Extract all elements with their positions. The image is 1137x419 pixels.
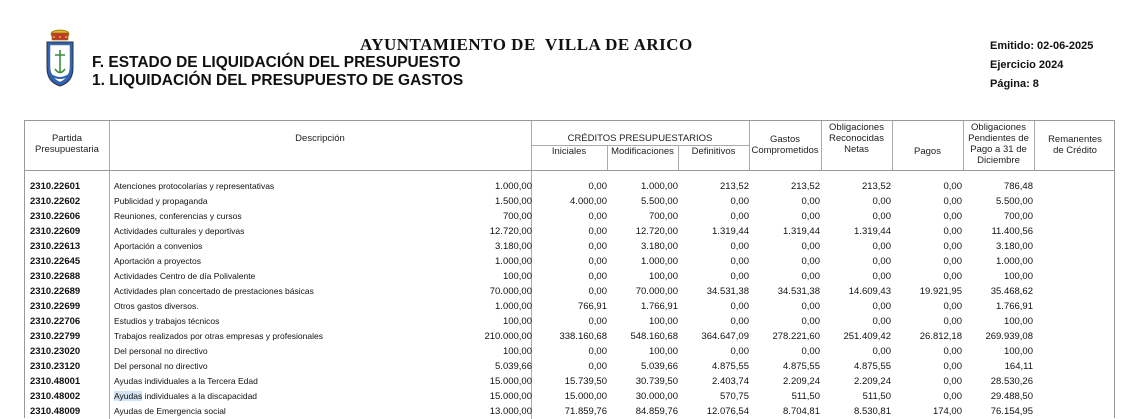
cell-obligaciones-netas: 0,00: [801, 241, 820, 252]
cell-partida: 2310.22689: [30, 286, 81, 297]
table-row: [25, 284, 1116, 299]
cell-partida: 2310.22613: [30, 241, 81, 252]
cell-iniciales: 1.500,00: [495, 196, 532, 207]
cell-pendientes-pago: 0,00: [943, 271, 962, 282]
cell-obligaciones-netas: 0,00: [801, 271, 820, 282]
cell-partida: 2310.22645: [30, 256, 81, 267]
cell-pagos: 2.209,24: [854, 376, 891, 387]
page-number: Página: 8: [990, 78, 1039, 90]
cell-remanentes: 28.530,26: [990, 376, 1033, 387]
report-title: F. ESTADO DE LIQUIDACIÓN DEL PRESUPUESTO: [92, 54, 461, 71]
cell-pagos: 0,00: [872, 301, 891, 312]
cell-descripcion: Del personal no directivo: [114, 346, 208, 356]
cell-gastos-comprometidos: 0,00: [730, 271, 749, 282]
cell-definitivos: 84.859,76: [635, 406, 678, 417]
cell-obligaciones-netas: 0,00: [801, 301, 820, 312]
cell-descripcion: Estudios y trabajos técnicos: [114, 316, 220, 326]
cell-descripcion: Actividades plan concertado de prestaciones básicas: [114, 286, 314, 296]
cell-iniciales: 12.720,00: [489, 226, 532, 237]
header-descripcion: Descripción: [295, 133, 345, 144]
cell-iniciales: 5.039,66: [495, 361, 532, 372]
table-row: [25, 329, 1116, 344]
cell-descripcion: Publicidad y propaganda: [114, 196, 208, 206]
cell-iniciales: 100,00: [502, 271, 532, 282]
cell-partida: 2310.23120: [30, 361, 81, 372]
cell-remanentes: 35.468,62: [990, 286, 1033, 297]
report-header: [0, 0, 1137, 118]
cell-pendientes-pago: 19.921,95: [919, 286, 962, 297]
cell-definitivos: 1.000,00: [641, 256, 678, 267]
cell-partida: 2310.22688: [30, 271, 81, 282]
cell-pagos: 14.609,43: [848, 286, 891, 297]
cell-definitivos: 30.000,00: [635, 391, 678, 402]
cell-modificaciones: 0,00: [588, 256, 607, 267]
cell-definitivos: 1.000,00: [641, 181, 678, 192]
cell-descripcion-text: individuales a la discapacidad: [142, 391, 258, 401]
cell-obligaciones-netas: 278.221,60: [772, 331, 820, 342]
cell-descripcion: Atenciones protocolarias y representativas: [114, 181, 275, 191]
cell-pendientes-pago: 0,00: [943, 226, 962, 237]
table-row: [25, 239, 1116, 254]
cell-partida: 2310.22601: [30, 181, 81, 192]
cell-pagos: 0,00: [872, 241, 891, 252]
cell-modificaciones: 0,00: [588, 271, 607, 282]
cell-iniciales: 1.000,00: [495, 301, 532, 312]
cell-remanentes: 1.766,91: [996, 301, 1033, 312]
cell-pagos: 0,00: [872, 211, 891, 222]
cell-modificaciones: 0,00: [588, 226, 607, 237]
table-row: [25, 404, 1116, 419]
cell-pendientes-pago: 174,00: [932, 406, 962, 417]
table-row: [25, 269, 1116, 284]
header-definitivos: Definitivos: [691, 146, 736, 157]
table-row: [25, 374, 1116, 389]
cell-iniciales: 15.000,00: [489, 391, 532, 402]
cell-descripcion: Actividades Centro de día Polivalente: [114, 271, 256, 281]
cell-pagos: 0,00: [872, 346, 891, 357]
cell-remanentes: 1.000,00: [996, 256, 1033, 267]
cell-gastos-comprometidos: 12.076,54: [706, 406, 749, 417]
cell-pendientes-pago: 26.812,18: [919, 331, 962, 342]
cell-modificaciones: 0,00: [588, 241, 607, 252]
cell-gastos-comprometidos: 0,00: [730, 196, 749, 207]
cell-descripcion: Trabajos realizados por otras empresas y profesionales: [114, 331, 323, 341]
cell-partida: 2310.22609: [30, 226, 81, 237]
cell-gastos-comprometidos: 364.647,09: [701, 331, 749, 342]
cell-descripcion: Ayudas individuales a la Tercera Edad: [114, 376, 258, 386]
cell-pagos: 0,00: [872, 316, 891, 327]
cell-obligaciones-netas: 4.875,55: [783, 361, 820, 372]
cell-modificaciones: 0,00: [588, 316, 607, 327]
cell-obligaciones-netas: 1.319,44: [783, 226, 820, 237]
cell-pendientes-pago: 0,00: [943, 241, 962, 252]
cell-pendientes-pago: 0,00: [943, 361, 962, 372]
report-subtitle: 1. LIQUIDACIÓN DEL PRESUPUESTO DE GASTOS: [92, 72, 464, 89]
cell-remanentes: 100,00: [1003, 271, 1033, 282]
cell-gastos-comprometidos: 0,00: [730, 256, 749, 267]
cell-remanentes: 29.488,50: [990, 391, 1033, 402]
header-iniciales: Iniciales: [551, 146, 587, 157]
cell-gastos-comprometidos: 0,00: [730, 241, 749, 252]
header-divider: [25, 170, 1114, 171]
cell-definitivos: 3.180,00: [641, 241, 678, 252]
selected-text[interactable]: Ayudas: [114, 391, 143, 401]
cell-pendientes-pago: 0,00: [943, 316, 962, 327]
cell-descripcion: Actividades culturales y deportivas: [114, 226, 245, 236]
cell-iniciales: 13.000,00: [489, 406, 532, 417]
cell-obligaciones-netas: 0,00: [801, 196, 820, 207]
cell-pendientes-pago: 0,00: [943, 211, 962, 222]
cell-gastos-comprometidos: 0,00: [730, 316, 749, 327]
table-row: [25, 299, 1116, 314]
cell-remanentes: 76.154,95: [990, 406, 1033, 417]
cell-partida: 2310.22706: [30, 316, 81, 327]
cell-modificaciones: 15.000,00: [564, 391, 607, 402]
table-row: [25, 179, 1116, 194]
cell-partida: 2310.48009: [30, 406, 81, 417]
cell-remanentes: 11.400,56: [991, 226, 1033, 237]
cell-iniciales: 1.000,00: [495, 181, 532, 192]
cell-gastos-comprometidos: 0,00: [730, 211, 749, 222]
header-modificaciones: Modificaciones: [611, 146, 674, 157]
cell-modificaciones: 15.739,50: [564, 376, 607, 387]
cell-obligaciones-netas: 511,50: [791, 391, 820, 402]
cell-pendientes-pago: 0,00: [943, 391, 962, 402]
cell-pendientes-pago: 0,00: [943, 256, 962, 267]
budget-table: [24, 120, 1115, 418]
cell-partida: 2310.22799: [30, 331, 81, 342]
cell-definitivos: 100,00: [648, 346, 678, 357]
cell-iniciales: 210.000,00: [484, 331, 532, 342]
cell-descripcion: Ayudas de Emergencia social: [114, 406, 226, 416]
cell-modificaciones: 0,00: [588, 181, 607, 192]
municipal-crest-icon: [44, 28, 76, 88]
cell-gastos-comprometidos: 570,75: [719, 391, 749, 402]
table-row: [25, 359, 1116, 374]
cell-descripcion: Reuniones, conferencias y cursos: [114, 211, 242, 221]
cell-pagos: 8.530,81: [854, 406, 891, 417]
cell-remanentes: 269.939,08: [985, 331, 1033, 342]
cell-remanentes: 786,48: [1003, 181, 1033, 192]
cell-gastos-comprometidos: 2.403,74: [712, 376, 749, 387]
cell-pendientes-pago: 0,00: [943, 346, 962, 357]
cell-iniciales: 100,00: [502, 316, 532, 327]
cell-modificaciones: 0,00: [588, 346, 607, 357]
cell-remanentes: 3.180,00: [996, 241, 1033, 252]
cell-gastos-comprometidos: 0,00: [730, 346, 749, 357]
header-remanentes: Remanentes de Crédito: [1048, 134, 1102, 156]
cell-obligaciones-netas: 0,00: [801, 211, 820, 222]
cell-partida: 2310.48002: [30, 391, 81, 402]
cell-obligaciones-netas: 0,00: [801, 316, 820, 327]
cell-pagos: 1.319,44: [854, 226, 891, 237]
cell-pagos: 4.875,55: [854, 361, 891, 372]
cell-pagos: 0,00: [872, 196, 891, 207]
cell-pagos: 213,52: [861, 181, 891, 192]
header-pagos: Pagos: [914, 146, 941, 157]
cell-descripcion: Del personal no directivo: [114, 361, 208, 371]
cell-descripcion: Aportación a proyectos: [114, 256, 201, 266]
cell-remanentes: 164,11: [1004, 361, 1033, 372]
cell-pendientes-pago: 0,00: [943, 376, 962, 387]
cell-gastos-comprometidos: 0,00: [730, 301, 749, 312]
cell-definitivos: 5.039,66: [641, 361, 678, 372]
cell-modificaciones: 766,91: [577, 301, 607, 312]
cell-gastos-comprometidos: 213,52: [719, 181, 749, 192]
cell-gastos-comprometidos: 34.531,38: [706, 286, 749, 297]
cell-remanentes: 5.500,00: [996, 196, 1033, 207]
cell-iniciales: 70.000,00: [489, 286, 532, 297]
cell-iniciales: 100,00: [502, 346, 532, 357]
cell-pendientes-pago: 0,00: [943, 181, 962, 192]
cell-obligaciones-netas: 0,00: [801, 256, 820, 267]
cell-remanentes: 100,00: [1003, 316, 1033, 327]
table-row: [25, 314, 1116, 329]
cell-pendientes-pago: 0,00: [943, 196, 962, 207]
cell-partida: 2310.23020: [30, 346, 81, 357]
table-row: [25, 254, 1116, 269]
cell-definitivos: 100,00: [648, 271, 678, 282]
cell-gastos-comprometidos: 4.875,55: [712, 361, 749, 372]
cell-partida: 2310.22699: [30, 301, 81, 312]
cell-partida: 2310.22602: [30, 196, 81, 207]
cell-iniciales: 15.000,00: [489, 376, 532, 387]
cell-remanentes: 100,00: [1003, 346, 1033, 357]
table-row: [25, 344, 1116, 359]
header-partida: Partida Presupuestaria: [35, 133, 99, 155]
cell-iniciales: 1.000,00: [495, 256, 532, 267]
cell-obligaciones-netas: 213,52: [790, 181, 820, 192]
table-row: [25, 389, 1116, 404]
organization-title: AYUNTAMIENTO DE VILLA DE ARICO: [360, 35, 693, 54]
table-row: [25, 194, 1116, 209]
cell-definitivos: 70.000,00: [635, 286, 678, 297]
cell-obligaciones-netas: 8.704,81: [783, 406, 820, 417]
cell-descripcion: Otros gastos diversos.: [114, 301, 199, 311]
cell-remanentes: 700,00: [1003, 211, 1033, 222]
table-row: [25, 209, 1116, 224]
cell-obligaciones-netas: 2.209,24: [783, 376, 820, 387]
cell-descripcion: Aportación a convenios: [114, 241, 203, 251]
cell-modificaciones: 0,00: [588, 211, 607, 222]
cell-pendientes-pago: 0,00: [943, 301, 962, 312]
cell-partida: 2310.48001: [30, 376, 81, 387]
cell-pagos: 0,00: [872, 271, 891, 282]
cell-pagos: 511,50: [862, 391, 891, 402]
cell-definitivos: 30.739,50: [635, 376, 678, 387]
cell-pagos: 0,00: [872, 256, 891, 267]
cell-modificaciones: 4.000,00: [570, 196, 607, 207]
cell-definitivos: 548.160,68: [630, 331, 678, 342]
cell-obligaciones-netas: 0,00: [801, 346, 820, 357]
cell-definitivos: 100,00: [648, 316, 678, 327]
cell-modificaciones: 71.859,76: [564, 406, 607, 417]
header-creditos-group: CRÉDITOS PRESUPUESTARIOS: [567, 133, 713, 144]
cell-definitivos: 1.766,91: [641, 301, 678, 312]
cell-iniciales: 3.180,00: [495, 241, 532, 252]
header-gastos: Gastos Comprometidos: [751, 134, 819, 156]
cell-obligaciones-netas: 34.531,38: [777, 286, 820, 297]
cell-modificaciones: 0,00: [588, 361, 607, 372]
cell-definitivos: 5.500,00: [641, 196, 678, 207]
cell-iniciales: 700,00: [502, 211, 532, 222]
header-obligaciones: Obligaciones Reconocidas Netas: [829, 122, 884, 155]
cell-gastos-comprometidos: 1.319,44: [712, 226, 749, 237]
header-pendientes: Obligaciones Pendientes de Pago a 31 de Diciembre: [968, 122, 1029, 166]
emission-date: Emitido: 02-06-2025: [990, 40, 1094, 52]
cell-definitivos: 700,00: [648, 211, 678, 222]
cell-modificaciones: 0,00: [588, 286, 607, 297]
cell-definitivos: 12.720,00: [635, 226, 678, 237]
fiscal-year: Ejercicio 2024: [990, 59, 1064, 71]
cell-modificaciones: 338.160,68: [559, 331, 607, 342]
cell-pagos: 251.409,42: [843, 331, 891, 342]
table-row: [25, 224, 1116, 239]
cell-partida: 2310.22606: [30, 211, 81, 222]
